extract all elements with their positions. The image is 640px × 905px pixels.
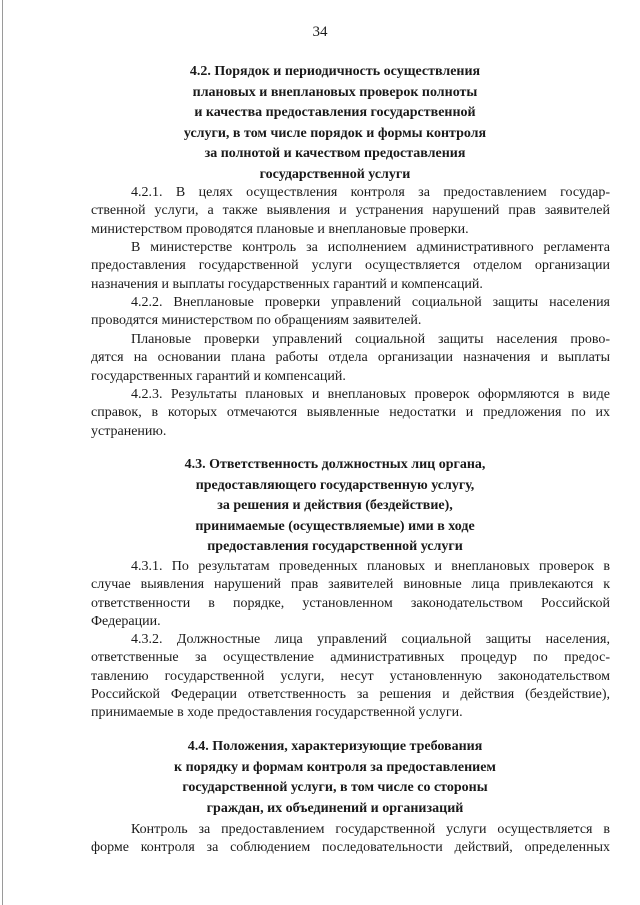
- text-line: министерством проводятся плановые и внеплановые проверки.: [91, 221, 469, 237]
- text-line: Федерации.: [91, 613, 161, 629]
- text-line: проводятся министерством по обращениям заявителей.: [91, 313, 422, 329]
- section-4-3-heading: [90, 455, 580, 558]
- text-line: ответственные за осуществление административных процедур по предос-: [91, 650, 610, 666]
- text-line: В министерстве контроль за исполнением административного регламента: [131, 240, 610, 255]
- text-line: тавлению государственной услуги, несут установленную законодательством: [91, 668, 610, 684]
- page-number: 34: [312, 24, 328, 40]
- paragraph-planned-checks: [91, 331, 610, 386]
- text-line: предоставления государственной услуги осуществляется отделом организации: [91, 258, 610, 274]
- text-line: ответственности в порядке, установленном законодательством Российской: [91, 595, 610, 611]
- text-line: 4.3.2. Должностные лица управлений социальной защиты населения,: [131, 632, 610, 647]
- heading-line: за решения и действия (бездействие),: [217, 498, 453, 513]
- section-4-4-heading: [90, 737, 580, 819]
- paragraph-4-2-3: [91, 386, 610, 441]
- text-line: случае выявления нарушений прав заявителей виновные лица привлекаются к: [91, 577, 610, 593]
- text-line: назначения и выплаты государственных гарантий и компенсаций.: [91, 276, 483, 292]
- heading-line: 4.2. Порядок и периодичность осуществления: [189, 64, 481, 79]
- text-line: форме контроля за соблюдением последовательности действий, определенных: [91, 840, 610, 856]
- paragraph-ministry-control: [91, 239, 610, 294]
- text-line: 4.2.1. В целях осуществления контроля за предоставлением государ-: [131, 185, 610, 200]
- heading-line: 4.4. Положения, характеризующие требования: [187, 739, 483, 754]
- section-4-2-heading: [90, 62, 580, 185]
- heading-line: государственной услуги: [259, 166, 411, 182]
- text-line: Контроль за предоставлением государственной услуги осуществляется в: [131, 822, 610, 837]
- heading-line: государственной услуги, в том числе со стороны: [182, 780, 488, 795]
- paragraph-4-3-1: [91, 558, 610, 631]
- heading-line: граждан, их объединений и организаций: [206, 800, 464, 816]
- text-line: 4.2.3. Результаты плановых и внеплановых проверок оформляются в виде: [131, 387, 610, 402]
- heading-line: за полнотой и качеством предоставления: [204, 146, 466, 161]
- text-line: Российской Федерации ответственность за решения и действия (бездействие),: [91, 686, 610, 702]
- text-line: Плановые проверки управлений социальной защиты населения прово-: [131, 332, 610, 347]
- paragraph-4-4-intro: [91, 821, 610, 858]
- paragraph-4-3-2: [91, 631, 610, 722]
- text-line: устранению.: [91, 423, 167, 439]
- text-line: ственной услуги, а также выявления и устранения нарушений прав заявителей: [91, 203, 610, 219]
- heading-line: плановых и внеплановых проверок полноты: [192, 84, 478, 100]
- text-line: справок, в которых отмечаются выявленные недостатки и предложения по их: [91, 405, 610, 421]
- heading-line: 4.3. Ответственность должностных лиц органа,: [184, 457, 486, 472]
- heading-line: предоставления государственной услуги: [207, 539, 463, 554]
- text-line: 4.2.2. Внеплановые проверки управлений социальной защиты населения: [131, 295, 610, 310]
- text-line: принимаемые в ходе предоставления государственной услуги.: [91, 705, 463, 721]
- page-edge-line: [2, 0, 3, 905]
- heading-line: принимаемые (осуществляемые) ими в ходе: [195, 518, 475, 534]
- text-line: дятся на основании плана работы отдела организации назначения и выплаты: [91, 350, 610, 366]
- text-line: 4.3.1. По результатам проведенных плановых и внеплановых проверок в: [131, 559, 610, 574]
- paragraph-4-2-1: [91, 184, 610, 239]
- paragraph-4-2-2: [91, 294, 610, 331]
- text-line: государственных гарантий и компенсаций.: [91, 368, 346, 384]
- heading-line: и качества предоставления государственной: [194, 105, 476, 120]
- heading-line: предоставляющего государственную услугу,: [195, 477, 475, 493]
- heading-line: услуги, в том числе порядок и формы контроля: [183, 125, 487, 141]
- heading-line: к порядку и формам контроля за предоставлением: [174, 759, 496, 775]
